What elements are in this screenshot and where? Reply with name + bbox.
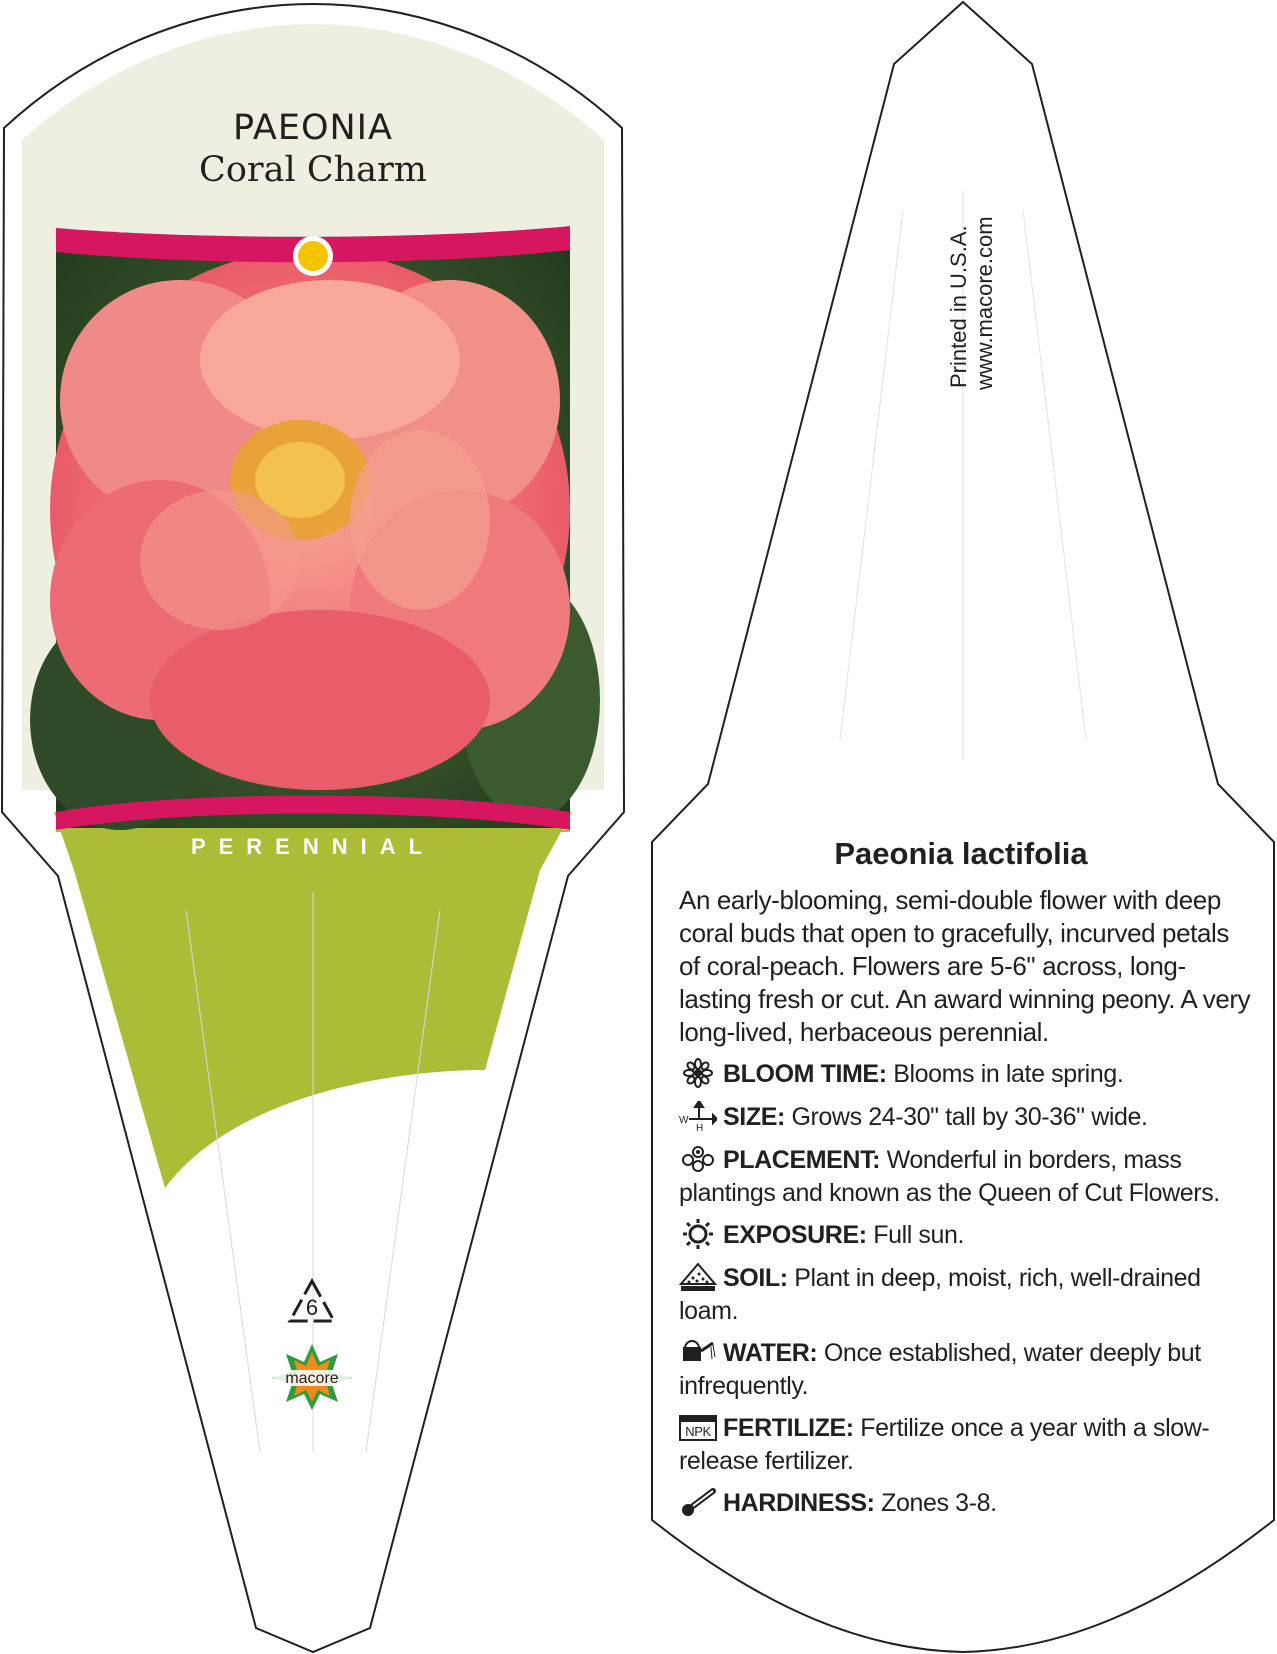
recycle-code: 6	[305, 1295, 319, 1320]
flower-icon	[679, 1058, 717, 1088]
botanical-name: Paeonia lactifolia	[834, 836, 1088, 871]
care-fertilize: NPK FERTILIZE: Fertilize once a year with a slow-release fertilizer.	[679, 1414, 1210, 1475]
plant-genus: PAEONIA	[233, 108, 393, 148]
printed-in-text: Printed in U.S.A.	[946, 225, 971, 388]
svg-text:NPK: NPK	[685, 1424, 711, 1439]
size-icon	[679, 1101, 717, 1131]
placement-icon	[679, 1144, 717, 1174]
website-text: www.macore.com	[972, 216, 997, 390]
svg-text:W: W	[679, 1115, 689, 1126]
plant-type-label: PERENNIAL	[190, 834, 436, 859]
brand-logo-text: macore	[285, 1370, 339, 1387]
care-placement: PLACEMENT: Wonderful in borders, mass plantings and known as the Queen of Cut Flowers.	[679, 1146, 1220, 1207]
care-size: W H SIZE: Grows 24-30" tall by 30-36" wide.	[679, 1101, 1254, 1134]
npk-icon	[679, 1412, 717, 1442]
printed-info	[946, 200, 1146, 410]
plant-cultivar: Coral Charm	[199, 150, 427, 190]
sun-icon	[679, 1219, 717, 1249]
flower-photo	[30, 228, 600, 830]
brand-logo	[268, 1342, 356, 1412]
thermometer-icon	[679, 1487, 717, 1517]
svg-text:H: H	[696, 1123, 703, 1131]
care-exposure: EXPOSURE: Full sun.	[679, 1219, 1254, 1252]
care-bloom-time: BLOOM TIME: Blooms in late spring.	[679, 1058, 1254, 1091]
recycle-icon	[284, 1277, 340, 1329]
soil-icon	[679, 1262, 717, 1292]
care-hardiness: HARDINESS: Zones 3-8.	[679, 1487, 1254, 1520]
plant-description: An early-blooming, semi-double flower with deep coral buds that open to gracefully, incurved petals of coral-peach. Flowers are 5-6" across, long-lasting fresh or cut. An award winning peony. A very long-lived, herbaceous perennial.	[679, 885, 1251, 1047]
care-water: WATER: Once established, water deeply but infrequently.	[679, 1339, 1201, 1400]
care-soil: SOIL: Plant in deep, moist, rich, well-drained loam.	[679, 1264, 1201, 1325]
watering-can-icon	[679, 1337, 717, 1367]
